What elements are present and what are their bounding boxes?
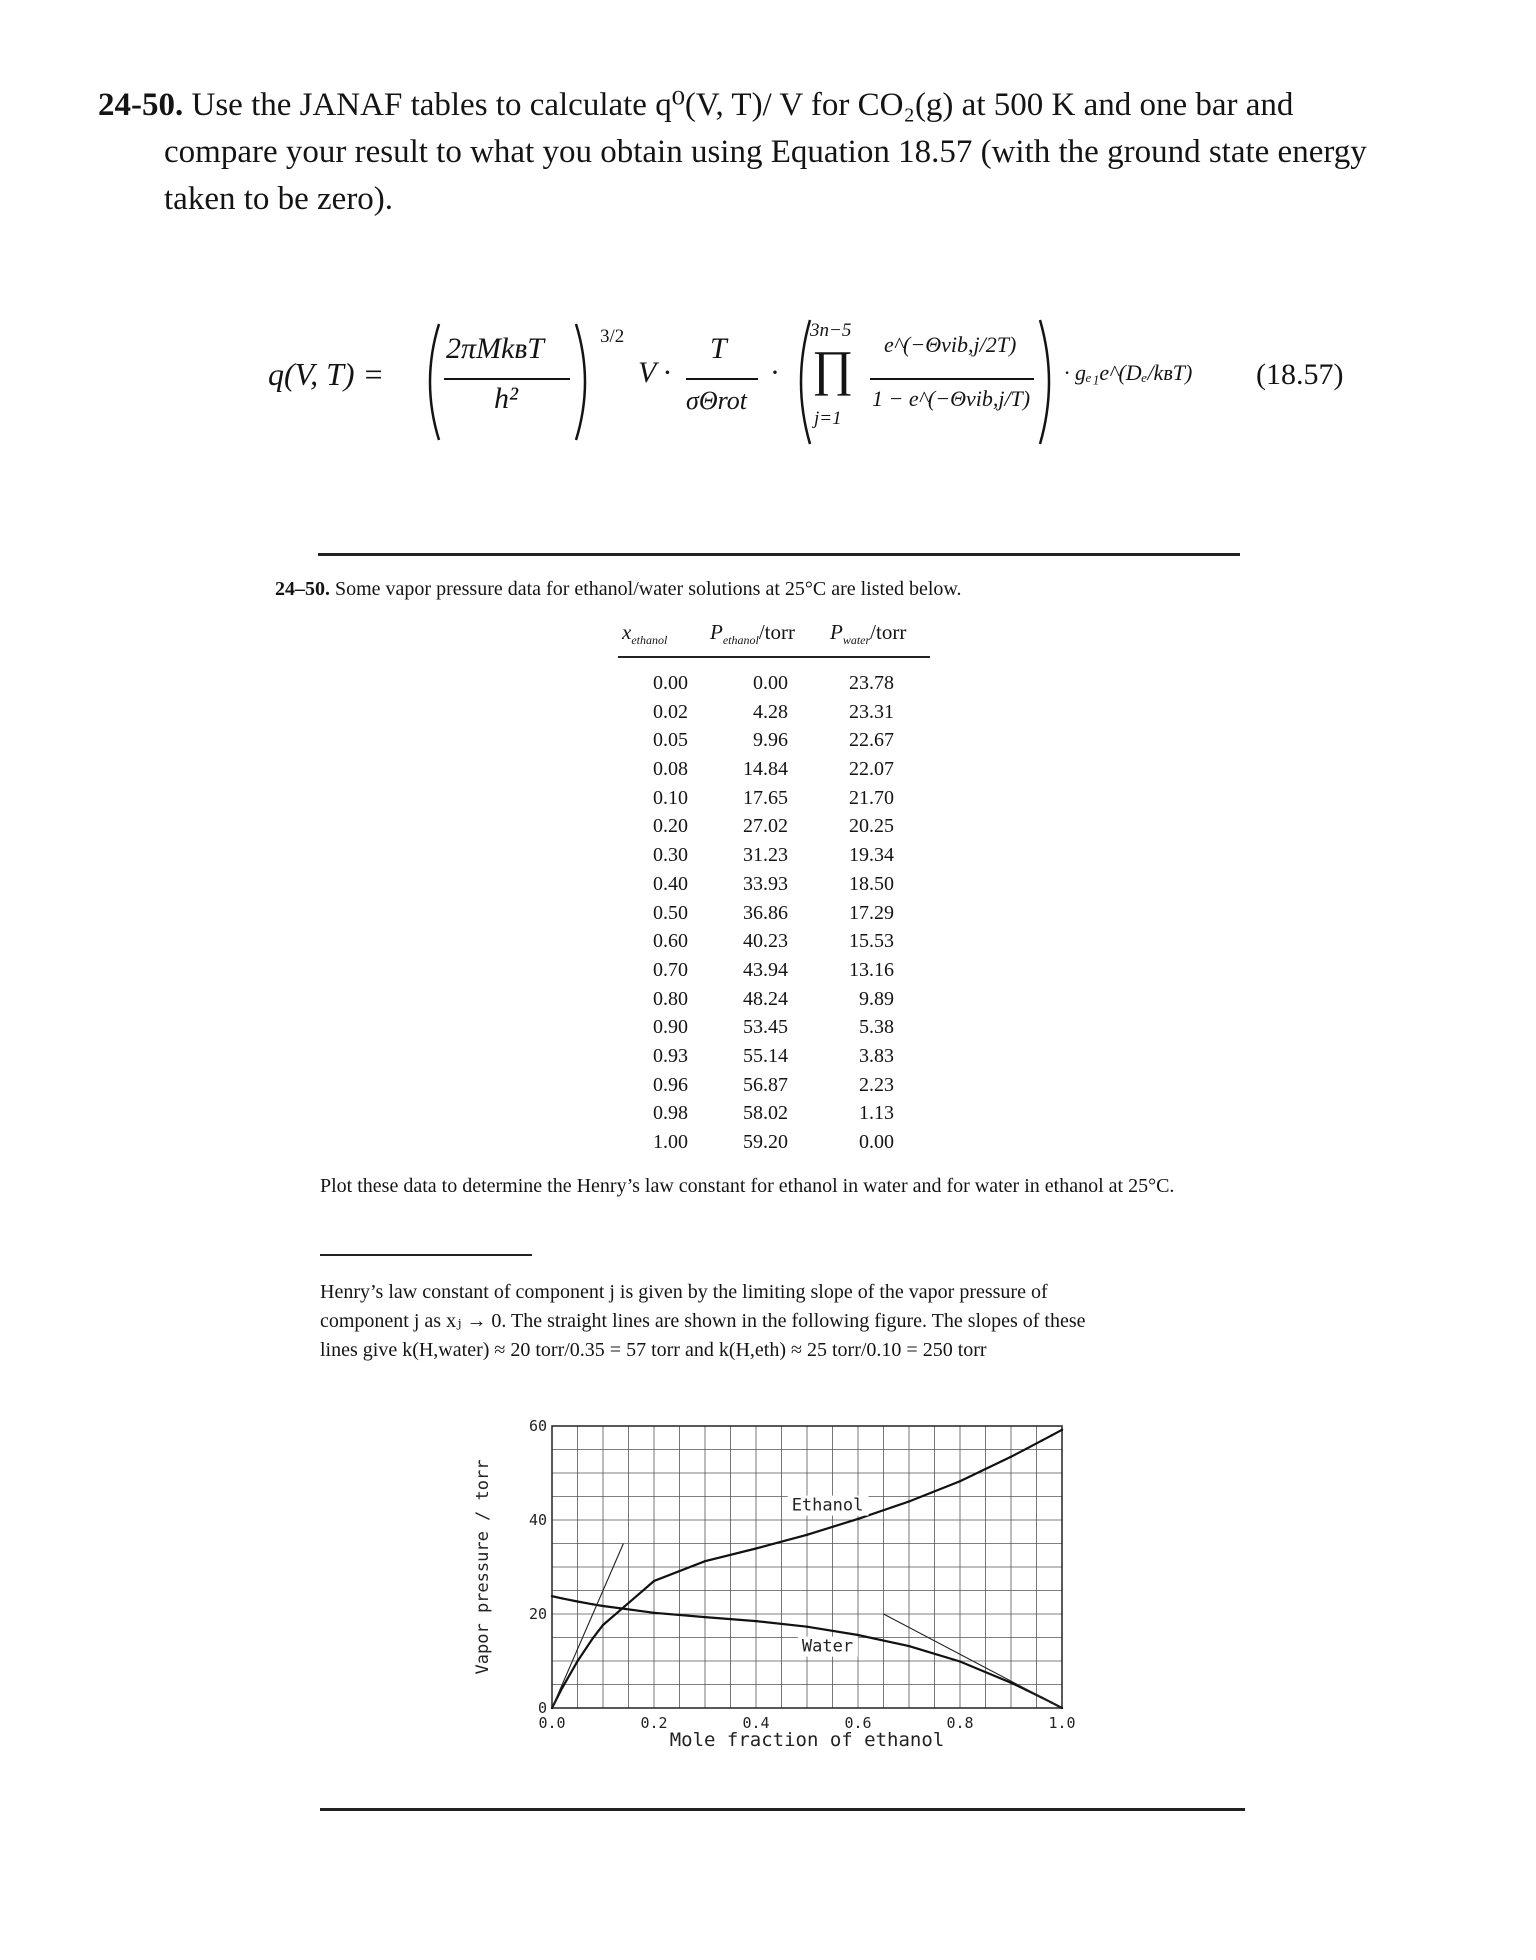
problem-line-1 [98,82,1438,129]
ethanol-data-point [576,1660,578,1662]
water-data-point [755,1620,757,1622]
p-water-cell: 21.70 [849,786,894,809]
eq-rot-numerator: T [710,332,727,365]
section-divider-bottom [320,1808,1245,1811]
x-ethanol-cell: 0.98 [653,1102,688,1125]
p-water-cell: 3.83 [859,1044,894,1067]
problem-statement [98,82,1438,223]
table-row [618,930,938,959]
x-ethanol-cell: 0.20 [653,815,688,838]
ethanol-data-point [857,1518,859,1520]
equation-18-57 [0,310,1536,480]
x-tick-label: 0.8 [946,1714,974,1732]
answer-line-2: component j as xⱼ → 0. The straight lines are shown in the following figure. The slopes of these [320,1310,1086,1332]
x-ethanol-cell: 0.93 [653,1044,688,1067]
p-water-cell: 1.13 [859,1102,894,1125]
water-data-point [908,1645,910,1647]
p-ethanol-cell: 43.94 [743,958,788,981]
p-water-cell: 13.16 [849,958,894,981]
x-ethanol-cell: 0.10 [653,786,688,809]
table-row [618,988,938,1017]
table-row [618,729,938,758]
equation-number: (18.57) [1256,358,1344,391]
table-row [618,844,938,873]
eq-prefactor-fraction-bar [444,378,570,380]
p-ethanol-cell: 59.20 [743,1131,788,1153]
p-water-cell: 5.38 [859,1016,894,1039]
x-axis-label: Mole fraction of ethanol [669,1729,945,1751]
x-ethanol-cell: 0.08 [653,758,688,781]
x-tick-label: 0.2 [640,1714,668,1732]
p-ethanol-cell: 56.87 [743,1073,788,1096]
x-tick-label: 0.6 [844,1714,872,1732]
table-row [618,902,938,931]
p-ethanol-cell: 17.65 [743,786,788,809]
y-tick-label: 20 [528,1605,547,1623]
section-divider-top [318,553,1240,556]
p-water-cell: 9.89 [859,987,894,1010]
x-ethanol-cell: 0.90 [653,1016,688,1039]
x-tick-label: 0.4 [742,1714,770,1732]
ethanol-data-point [1061,1429,1063,1431]
p-ethanol-cell: 48.24 [743,987,788,1010]
table-row [618,1074,938,1103]
p-water-cell: 23.78 [849,672,894,694]
task-text: Plot these data to determine the Henry’s law constant for ethanol in water and for water in ethanol at 25°C. [320,1175,1175,1197]
p-water-cell: 19.34 [849,844,894,867]
ethanol-data-point [1010,1456,1012,1458]
water-data-point [576,1600,578,1602]
water-data-point [704,1616,706,1618]
water-data-point [592,1603,594,1605]
problem-number: 24-50. [98,87,184,123]
table-row [618,787,938,816]
p-water-cell: 23.31 [849,700,894,723]
problem-line-2: compare your result to what you obtain using Equation 18.57 (with the ground state energy [164,134,1367,170]
table-row [618,1131,938,1160]
table-row [618,815,938,844]
eq-electronic: · gₑ₁e^(Dₑ/kʙT) [1064,360,1193,385]
answer-text [320,1278,1255,1365]
eq-dot: · [770,356,780,389]
table-row [618,1045,938,1074]
table-header-rule [618,656,930,658]
ethanol-data-point [1025,1448,1027,1450]
p-ethanol-cell: 14.84 [743,758,788,781]
p-water-cell: 15.53 [849,930,894,953]
header-p-ethanol: $P_{ethanol}$/torr [710,620,795,647]
ethanol-data-point [959,1480,961,1482]
x-ethanol-cell: 0.05 [653,729,688,752]
ethanol-data-point [1051,1434,1053,1436]
p-ethanol-cell: 27.02 [743,815,788,838]
x-ethanol-cell: 0.00 [653,672,688,694]
ethanol-data-point [1040,1440,1042,1442]
solution-number: 24–50. [275,578,330,600]
table-row [618,959,938,988]
eq-vib-fraction-bar [870,378,1034,380]
eq-volume: V · [638,356,671,389]
ethanol-data-point [592,1637,594,1639]
table-row [618,1102,938,1131]
header-p-water: $P_{water}$/torr [830,620,907,647]
p-ethanol-cell: 0.00 [753,672,788,694]
header-x-ethanol: $x_{ethanol}$ [622,620,668,647]
x-tick-label: 1.0 [1048,1714,1076,1732]
ethanol-data-point [602,1624,604,1626]
p-water-cell: 17.29 [849,901,894,924]
x-ethanol-cell: 0.40 [653,872,688,895]
water-data-point [551,1595,553,1597]
water-data-point [857,1634,859,1636]
p-ethanol-cell: 4.28 [753,700,788,723]
solution-title [275,578,962,601]
table-row [618,701,938,730]
p-water-cell: 18.50 [849,872,894,895]
short-divider [320,1254,532,1256]
p-water-cell: 0.00 [859,1131,894,1153]
table-row [618,672,938,701]
eq-vib-denominator: 1 − e^(−Θvib,j/T) [872,386,1031,411]
x-ethanol-cell: 0.30 [653,844,688,867]
table-row [618,758,938,787]
answer-line-1: Henry’s law constant of component j is given by the limiting slope of the vapor pressure of [320,1281,1048,1303]
answer-line-3: lines give k(H,water) ≈ 20 torr/0.35 = 57 torr and k(H,eth) ≈ 25 torr/0.10 = 250 torr [320,1339,987,1361]
p-ethanol-cell: 36.86 [743,901,788,924]
eq-product-upper: 3n−5 [810,320,852,341]
eq-prefactor-exponent: 3/2 [600,326,625,347]
x-ethanol-cell: 0.80 [653,987,688,1010]
eq-prefactor-numerator: 2πMkʙT [446,332,544,365]
p-water-cell: 2.23 [859,1073,894,1096]
table-row [618,1016,938,1045]
table-body [618,672,938,1160]
y-axis-label: Vapor pressure / torr [473,1459,493,1675]
p-ethanol-cell: 33.93 [743,872,788,895]
p-ethanol-cell: 55.14 [743,1044,788,1067]
vapor-pressure-chart [470,1410,1090,1770]
water-data-point [653,1612,655,1614]
eq-rot-denominator: σΘrot [686,386,747,415]
water-data-point [806,1626,808,1628]
x-ethanol-cell: 0.96 [653,1073,688,1096]
y-tick-label: 0 [537,1699,547,1717]
water-data-point [602,1605,604,1607]
water-data-point [561,1597,563,1599]
eq-vib-numerator: e^(−Θvib,j/2T) [884,332,1017,357]
x-ethanol-cell: 0.70 [653,958,688,981]
ethanol-data-point [806,1534,808,1536]
p-ethanol-cell: 58.02 [743,1102,788,1125]
y-tick-label: 40 [528,1511,547,1529]
p-ethanol-cell: 9.96 [753,729,788,752]
water-curve-label: Water [801,1636,854,1657]
ethanol-data-point [653,1580,655,1582]
x-ethanol-cell: 1.00 [653,1131,688,1153]
ethanol-data-point [704,1560,706,1562]
x-tick-label: 0.0 [538,1714,566,1732]
product-symbol: ∏ [812,340,854,396]
ethanol-data-point [908,1500,910,1502]
water-data-point [959,1660,961,1662]
p-water-cell: 22.07 [849,758,894,781]
right-paren-2 [1036,318,1062,446]
p-water-cell: 22.67 [849,729,894,752]
x-ethanol-cell: 0.02 [653,700,688,723]
left-paren-1 [417,322,443,442]
eq-lhs: q(V, T) = [268,356,385,392]
p-ethanol-cell: 53.45 [743,1016,788,1039]
p-ethanol-cell: 40.23 [743,930,788,953]
eq-rot-fraction-bar [686,378,758,380]
problem-text-1: Use the JANAF tables to calculate q⁰(V, T)/ V for CO₂(g) at 500 K and one bar and [191,87,1294,123]
right-paren-1 [572,322,598,442]
table-row [618,873,938,902]
p-water-cell: 20.25 [849,815,894,838]
p-ethanol-cell: 31.23 [743,844,788,867]
ethanol-data-point [755,1547,757,1549]
eq-product-lower: j=1 [814,408,842,429]
eq-prefactor-denominator: h² [494,382,518,415]
x-ethanol-cell: 0.50 [653,901,688,924]
ethanol-curve-label: Ethanol [791,1495,864,1516]
solution-title-text: Some vapor pressure data for ethanol/water solutions at 25°C are listed below. [335,578,962,600]
y-tick-label: 60 [528,1417,547,1435]
ethanol-henry-line [552,1544,623,1709]
problem-line-3: taken to be zero). [164,181,394,217]
x-ethanol-cell: 0.60 [653,930,688,953]
